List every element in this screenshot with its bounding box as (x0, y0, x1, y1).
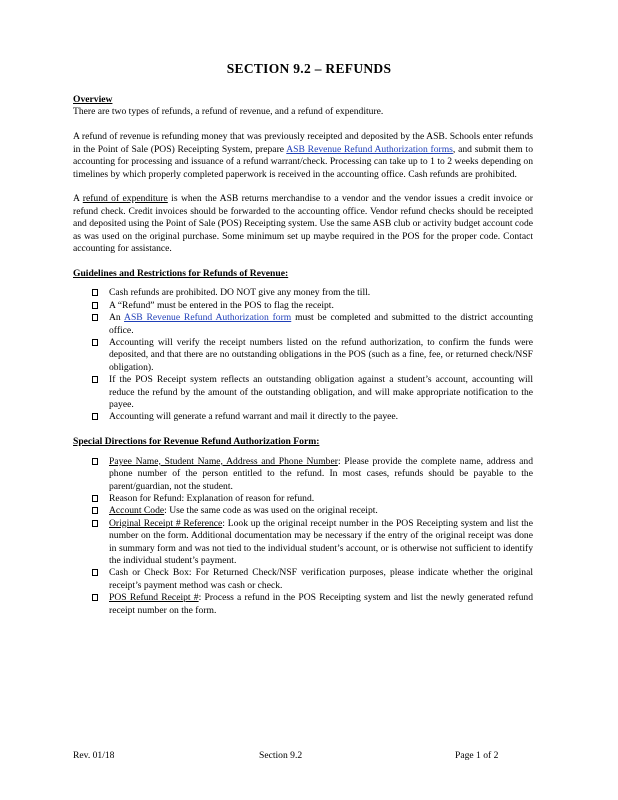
bullet-box-icon (92, 289, 98, 296)
list-item (109, 300, 533, 312)
guidelines-list (73, 287, 533, 423)
list-item (109, 312, 533, 337)
document-body (73, 94, 533, 617)
list-item (109, 337, 533, 374)
list-item-text: An (109, 312, 125, 324)
bullet-box-icon (92, 339, 98, 346)
page-title: SECTION 9.2 – REFUNDS (226, 61, 392, 76)
field-label: POS Refund Receipt # (109, 592, 199, 604)
list-item-text: : Look up the original receipt number in the POS Receipting system and list the number on the form. Additional documentation may be necessary if the entry of the original receipt was done in summary form and was not tied to the individual student’s account, or is otherwise not sufficient to identify the individual student’s payment. (109, 517, 533, 566)
field-label: Original Receipt # Reference (109, 517, 223, 529)
special-directions-heading: Special Directions for Revenue Refund Authorization Form: (73, 436, 320, 448)
asb-revenue-refund-forms-link[interactable]: ASB Revenue Refund Authorization forms (286, 143, 453, 155)
overview-p3-text-a: A (73, 193, 83, 205)
asb-revenue-refund-form-link[interactable]: ASB Revenue Refund Authorization form (124, 312, 292, 324)
list-item (109, 505, 533, 517)
overview-heading: Overview (73, 94, 113, 105)
overview-p3-text-b: is when the ASB returns merchandise to a vendor and the vendor issues a credit invoice or refund check. Credit invoices should be forwarded to the accounting office. Vendor refund checks should be receipted and deposited using the Point of Sale (POS) Receipting system. Use the same ASB club or activity budget account code as was used on the original purchase. Some minimum set up maybe required in the POS for the proper code. Contact accounting for assistance. (73, 193, 533, 255)
guidelines-heading: Guidelines and Restrictions for Refunds of Revenue: (73, 267, 289, 279)
list-item-text: : Process a refund in the POS Receipting system and list the newly generated refund receipt number on the form. (109, 592, 534, 616)
bullet-box-icon (92, 507, 98, 514)
list-item (109, 374, 533, 411)
overview-paragraph-1: There are two types of refunds, a refund of revenue, and a refund of expenditure. (73, 106, 384, 118)
list-item-text: Cash refunds are prohibited. DO NOT give any money from the till. (109, 287, 371, 299)
list-item (109, 518, 533, 568)
list-item-text: : Use the same code as was used on the original receipt. (164, 505, 378, 517)
section-label: Section 9.2 (259, 750, 303, 761)
list-item-text: Accounting will verify the receipt numbers listed on the refund authorization, to confirm the funds were deposited, and that there are no outstanding obligations in the POS (such as a fine, fee, or returned check/NSF obligation). (109, 337, 533, 373)
overview-paragraph-3 (73, 193, 533, 255)
bullet-box-icon (92, 314, 98, 321)
field-label: Payee Name, Student Name, Address and Phone Number (109, 455, 338, 467)
bullet-box-icon (92, 302, 98, 309)
field-label: Cash or Check Box (109, 567, 189, 579)
bullet-box-icon (92, 569, 98, 576)
list-item (109, 287, 533, 299)
list-item-text: must be completed and submitted to the district accounting office. (109, 312, 533, 336)
bullet-box-icon (92, 594, 98, 601)
list-item (109, 456, 533, 493)
field-label: Reason for Refund (109, 492, 182, 504)
list-item-text: Accounting will generate a refund warrant and mail it directly to the payee. (109, 411, 399, 423)
field-label: Account Code (109, 505, 165, 517)
bullet-box-icon (92, 520, 98, 527)
bullet-box-icon (92, 413, 98, 420)
overview-p2-text-b: , and submit them to accounting for processing and issuance of a refund warrant/check. Processing can take up to 1 to 2 weeks depending on timelines by which properly completed paperwork is received in the accounting office. Cash refunds are prohibited. (73, 143, 533, 180)
bullet-box-icon (92, 458, 98, 465)
special-directions-list (73, 456, 533, 617)
overview-paragraph-2 (73, 131, 533, 181)
list-item (109, 411, 533, 423)
overview-p2-text-a: A refund of revenue is refunding money that was previously receipted and deposited by the ASB. Schools enter refunds in the Point of Sale (POS) Receipting System, prepare (73, 131, 533, 155)
bullet-box-icon (92, 376, 98, 383)
list-item-text: : For Returned Check/NSF verification purposes, please indicate whether the original receipt’s payment method was cash or check. (109, 567, 533, 591)
bullet-box-icon (92, 495, 98, 502)
list-item-text: : Please provide the complete name, address and phone number of the person entitled to the refund. In most cases, refunds should be payable to the parent/guardian, not the student. (109, 455, 534, 492)
list-item (109, 493, 533, 505)
list-item (109, 592, 533, 617)
list-item-text: A “Refund” must be entered in the POS to flag the receipt. (109, 299, 334, 311)
revision-label: Rev. 01/18 (73, 750, 115, 761)
list-item-text: If the POS Receipt system reflects an outstanding obligation against a student’s account, accounting will reduce the refund by the amount of the outstanding obligation, and will make appropriate notification to the payee. (109, 374, 533, 411)
refund-of-expenditure-term: refund of expenditure (82, 193, 168, 205)
list-item-text: : Explanation of reason for refund. (181, 492, 315, 504)
list-item (109, 567, 533, 592)
page-number: Page 1 of 2 (455, 750, 499, 761)
